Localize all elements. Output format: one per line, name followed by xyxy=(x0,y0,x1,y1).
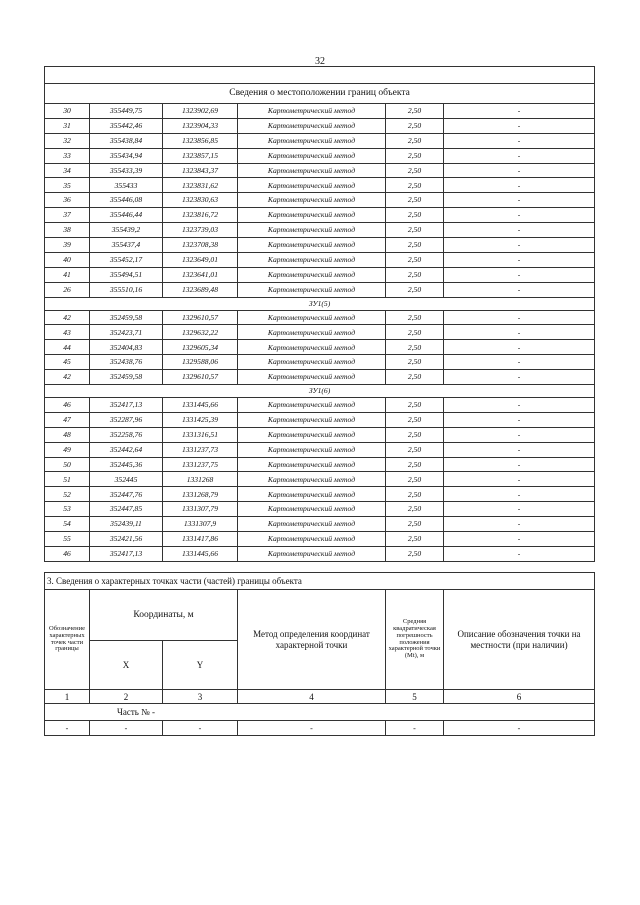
coord-y: 1331307,9 xyxy=(163,517,238,532)
table-cell: - xyxy=(163,721,238,736)
description: - xyxy=(444,178,595,193)
part-label: Часть № - xyxy=(45,704,595,721)
point-number: 53 xyxy=(45,502,90,517)
method: Картометрический метод xyxy=(238,487,386,502)
coord-x: 355438,84 xyxy=(90,133,163,148)
table-row xyxy=(45,148,595,163)
table-row xyxy=(45,282,595,297)
description: - xyxy=(444,208,595,223)
table-cell: - xyxy=(90,721,163,736)
table-row xyxy=(45,310,595,325)
point-number: 30 xyxy=(45,104,90,119)
coord-x: 355494,51 xyxy=(90,267,163,282)
table-row xyxy=(45,427,595,442)
description: - xyxy=(444,412,595,427)
accuracy: 2,50 xyxy=(386,193,444,208)
accuracy: 2,50 xyxy=(386,282,444,297)
method: Картометрический метод xyxy=(238,148,386,163)
table-cell: - xyxy=(45,721,90,736)
column-number: 1 xyxy=(45,690,90,704)
table-row xyxy=(45,546,595,561)
point-number: 33 xyxy=(45,148,90,163)
table-row xyxy=(45,517,595,532)
description: - xyxy=(444,340,595,355)
accuracy: 2,50 xyxy=(386,118,444,133)
description: - xyxy=(444,487,595,502)
method: Картометрический метод xyxy=(238,398,386,413)
method: Картометрический метод xyxy=(238,282,386,297)
coord-y: 1323708,38 xyxy=(163,238,238,253)
coord-x: 352417,13 xyxy=(90,398,163,413)
point-number: 51 xyxy=(45,472,90,487)
table-row xyxy=(45,267,595,282)
coord-y: 1323902,69 xyxy=(163,104,238,119)
coord-x: 352445 xyxy=(90,472,163,487)
method: Картометрический метод xyxy=(238,340,386,355)
table-row xyxy=(45,457,595,472)
point-number: 42 xyxy=(45,370,90,385)
method: Картометрический метод xyxy=(238,178,386,193)
description: - xyxy=(444,325,595,340)
boundary-table xyxy=(44,66,595,562)
coord-y: 1331237,73 xyxy=(163,442,238,457)
coord-x: 352445,36 xyxy=(90,457,163,472)
accuracy: 2,50 xyxy=(386,325,444,340)
coord-x: 352459,58 xyxy=(90,370,163,385)
coord-x: 355446,08 xyxy=(90,193,163,208)
point-number: 35 xyxy=(45,178,90,193)
column-number: 5 xyxy=(386,690,444,704)
description: - xyxy=(444,148,595,163)
header-x: X xyxy=(90,641,163,690)
description: - xyxy=(444,223,595,238)
coord-x: 355510,16 xyxy=(90,282,163,297)
header-strip xyxy=(45,67,595,84)
coord-y: 1329610,57 xyxy=(163,310,238,325)
point-number: 40 xyxy=(45,252,90,267)
part-points-table xyxy=(44,572,595,736)
accuracy: 2,50 xyxy=(386,355,444,370)
table-row xyxy=(45,412,595,427)
subheader-row xyxy=(45,385,595,398)
header-coordinates: Координаты, м xyxy=(90,590,238,641)
coord-y: 1323856,85 xyxy=(163,133,238,148)
accuracy: 2,50 xyxy=(386,148,444,163)
method: Картометрический метод xyxy=(238,118,386,133)
table-title: Сведения о местоположении границ объекта xyxy=(45,84,595,104)
description: - xyxy=(444,457,595,472)
title-row xyxy=(45,84,595,104)
point-number: 43 xyxy=(45,325,90,340)
point-number: 26 xyxy=(45,282,90,297)
accuracy: 2,50 xyxy=(386,340,444,355)
coord-y: 1331445,66 xyxy=(163,398,238,413)
coord-x: 355433 xyxy=(90,178,163,193)
method: Картометрический метод xyxy=(238,412,386,427)
coord-x: 355446,44 xyxy=(90,208,163,223)
coord-x: 352287,96 xyxy=(90,412,163,427)
coord-y: 1331268 xyxy=(163,472,238,487)
table-row xyxy=(45,193,595,208)
coord-x: 352438,76 xyxy=(90,355,163,370)
coord-x: 355434,94 xyxy=(90,148,163,163)
table-row xyxy=(45,223,595,238)
method: Картометрический метод xyxy=(238,267,386,282)
coord-y: 1323739,03 xyxy=(163,223,238,238)
coord-x: 352417,13 xyxy=(90,546,163,561)
coord-x: 352439,11 xyxy=(90,517,163,532)
header-point-designation: Обозначение характерных точек части границы xyxy=(45,590,90,690)
table-row xyxy=(45,252,595,267)
method: Картометрический метод xyxy=(238,133,386,148)
point-number: 34 xyxy=(45,163,90,178)
method: Картометрический метод xyxy=(238,532,386,547)
accuracy: 2,50 xyxy=(386,472,444,487)
point-number: 54 xyxy=(45,517,90,532)
point-number: 37 xyxy=(45,208,90,223)
description: - xyxy=(444,282,595,297)
page-number: 32 xyxy=(315,56,325,67)
point-number: 32 xyxy=(45,133,90,148)
description: - xyxy=(444,398,595,413)
coord-y: 1331417,86 xyxy=(163,532,238,547)
accuracy: 2,50 xyxy=(386,502,444,517)
description: - xyxy=(444,472,595,487)
description: - xyxy=(444,252,595,267)
table-cell: - xyxy=(238,721,386,736)
point-number: 55 xyxy=(45,532,90,547)
accuracy: 2,50 xyxy=(386,310,444,325)
point-number: 46 xyxy=(45,546,90,561)
coord-x: 352459,58 xyxy=(90,310,163,325)
accuracy: 2,50 xyxy=(386,457,444,472)
accuracy: 2,50 xyxy=(386,133,444,148)
table-row xyxy=(45,104,595,119)
accuracy: 2,50 xyxy=(386,442,444,457)
subheader-row xyxy=(45,297,595,310)
subheader-label: ЗУ1(5) xyxy=(45,297,595,310)
point-number: 52 xyxy=(45,487,90,502)
coord-x: 352442,64 xyxy=(90,442,163,457)
coord-y: 1329588,06 xyxy=(163,355,238,370)
method: Картометрический метод xyxy=(238,252,386,267)
table-row xyxy=(45,442,595,457)
method: Картометрический метод xyxy=(238,370,386,385)
coord-x: 355439,2 xyxy=(90,223,163,238)
coord-y: 1323641,01 xyxy=(163,267,238,282)
coord-y: 1331268,79 xyxy=(163,487,238,502)
table-row xyxy=(45,487,595,502)
table-row xyxy=(45,133,595,148)
coord-y: 1323649,01 xyxy=(163,252,238,267)
method: Картометрический метод xyxy=(238,325,386,340)
coord-y: 1323689,48 xyxy=(163,282,238,297)
method: Картометрический метод xyxy=(238,546,386,561)
accuracy: 2,50 xyxy=(386,427,444,442)
column-number: 6 xyxy=(444,690,595,704)
point-number: 31 xyxy=(45,118,90,133)
description: - xyxy=(444,133,595,148)
coord-y: 1323830,63 xyxy=(163,193,238,208)
column-number: 2 xyxy=(90,690,163,704)
method: Картометрический метод xyxy=(238,163,386,178)
header-accuracy: Средняя квадратическая погрешность положения характерной точки (Mt), м xyxy=(386,590,444,690)
coord-y: 1329605,34 xyxy=(163,340,238,355)
description: - xyxy=(444,546,595,561)
accuracy: 2,50 xyxy=(386,370,444,385)
method: Картометрический метод xyxy=(238,427,386,442)
coord-y: 1329610,57 xyxy=(163,370,238,385)
description: - xyxy=(444,163,595,178)
description: - xyxy=(444,502,595,517)
point-number: 46 xyxy=(45,398,90,413)
header-strip-cell xyxy=(45,67,595,84)
coord-x: 355433,39 xyxy=(90,163,163,178)
description: - xyxy=(444,517,595,532)
table-cell: - xyxy=(386,721,444,736)
point-number: 47 xyxy=(45,412,90,427)
description: - xyxy=(444,370,595,385)
subheader-label: ЗУ1(6) xyxy=(45,385,595,398)
header-method: Метод определения координат характерной точки xyxy=(238,590,386,690)
description: - xyxy=(444,238,595,253)
coord-y: 1331425,39 xyxy=(163,412,238,427)
table-row xyxy=(45,370,595,385)
coord-y: 1331237,75 xyxy=(163,457,238,472)
accuracy: 2,50 xyxy=(386,398,444,413)
coord-x: 352423,71 xyxy=(90,325,163,340)
accuracy: 2,50 xyxy=(386,487,444,502)
table-row xyxy=(45,398,595,413)
accuracy: 2,50 xyxy=(386,252,444,267)
method: Картометрический метод xyxy=(238,310,386,325)
table-row xyxy=(45,208,595,223)
point-number: 38 xyxy=(45,223,90,238)
section-title: 3. Сведения о характерных точках части (частей) границы объекта xyxy=(45,573,595,590)
coord-y: 1331445,66 xyxy=(163,546,238,561)
coord-x: 352447,76 xyxy=(90,487,163,502)
method: Картометрический метод xyxy=(238,223,386,238)
point-number: 48 xyxy=(45,427,90,442)
accuracy: 2,50 xyxy=(386,238,444,253)
table-row xyxy=(45,502,595,517)
point-number: 41 xyxy=(45,267,90,282)
table-row xyxy=(45,355,595,370)
point-number: 42 xyxy=(45,310,90,325)
coord-x: 352421,56 xyxy=(90,532,163,547)
accuracy: 2,50 xyxy=(386,178,444,193)
method: Картометрический метод xyxy=(238,442,386,457)
method: Картометрический метод xyxy=(238,193,386,208)
coord-y: 1323904,33 xyxy=(163,118,238,133)
table-row xyxy=(45,472,595,487)
table-cell: - xyxy=(444,721,595,736)
coord-y: 1329632,22 xyxy=(163,325,238,340)
point-number: 39 xyxy=(45,238,90,253)
coord-x: 352447,85 xyxy=(90,502,163,517)
method: Картометрический метод xyxy=(238,502,386,517)
description: - xyxy=(444,267,595,282)
method: Картометрический метод xyxy=(238,517,386,532)
coord-x: 355449,75 xyxy=(90,104,163,119)
method: Картометрический метод xyxy=(238,472,386,487)
coord-y: 1331307,79 xyxy=(163,502,238,517)
point-number: 50 xyxy=(45,457,90,472)
table-row xyxy=(45,238,595,253)
description: - xyxy=(444,104,595,119)
coord-x: 355452,17 xyxy=(90,252,163,267)
coord-y: 1323857,15 xyxy=(163,148,238,163)
table-row xyxy=(45,178,595,193)
column-number: 3 xyxy=(163,690,238,704)
coord-x: 355437,4 xyxy=(90,238,163,253)
accuracy: 2,50 xyxy=(386,104,444,119)
accuracy: 2,50 xyxy=(386,546,444,561)
accuracy: 2,50 xyxy=(386,412,444,427)
table-row xyxy=(45,118,595,133)
description: - xyxy=(444,118,595,133)
description: - xyxy=(444,355,595,370)
accuracy: 2,50 xyxy=(386,208,444,223)
method: Картометрический метод xyxy=(238,208,386,223)
description: - xyxy=(444,442,595,457)
method: Картометрический метод xyxy=(238,355,386,370)
coord-y: 1323816,72 xyxy=(163,208,238,223)
description: - xyxy=(444,310,595,325)
table-row xyxy=(45,163,595,178)
accuracy: 2,50 xyxy=(386,223,444,238)
coord-x: 352404,83 xyxy=(90,340,163,355)
column-number: 4 xyxy=(238,690,386,704)
accuracy: 2,50 xyxy=(386,267,444,282)
description: - xyxy=(444,532,595,547)
point-number: 45 xyxy=(45,355,90,370)
method: Картометрический метод xyxy=(238,104,386,119)
coord-y: 1323843,37 xyxy=(163,163,238,178)
coord-x: 355442,46 xyxy=(90,118,163,133)
table-row xyxy=(45,325,595,340)
accuracy: 2,50 xyxy=(386,163,444,178)
description: - xyxy=(444,193,595,208)
point-number: 36 xyxy=(45,193,90,208)
accuracy: 2,50 xyxy=(386,532,444,547)
table-row xyxy=(45,340,595,355)
accuracy: 2,50 xyxy=(386,517,444,532)
table-row xyxy=(45,532,595,547)
description: - xyxy=(444,427,595,442)
method: Картометрический метод xyxy=(238,238,386,253)
point-number: 44 xyxy=(45,340,90,355)
header-description: Описание обозначения точки на местности (при наличии) xyxy=(444,590,595,690)
coord-y: 1323831,62 xyxy=(163,178,238,193)
point-number: 49 xyxy=(45,442,90,457)
coord-x: 352258,76 xyxy=(90,427,163,442)
header-y: Y xyxy=(163,641,238,690)
coord-y: 1331316,51 xyxy=(163,427,238,442)
method: Картометрический метод xyxy=(238,457,386,472)
